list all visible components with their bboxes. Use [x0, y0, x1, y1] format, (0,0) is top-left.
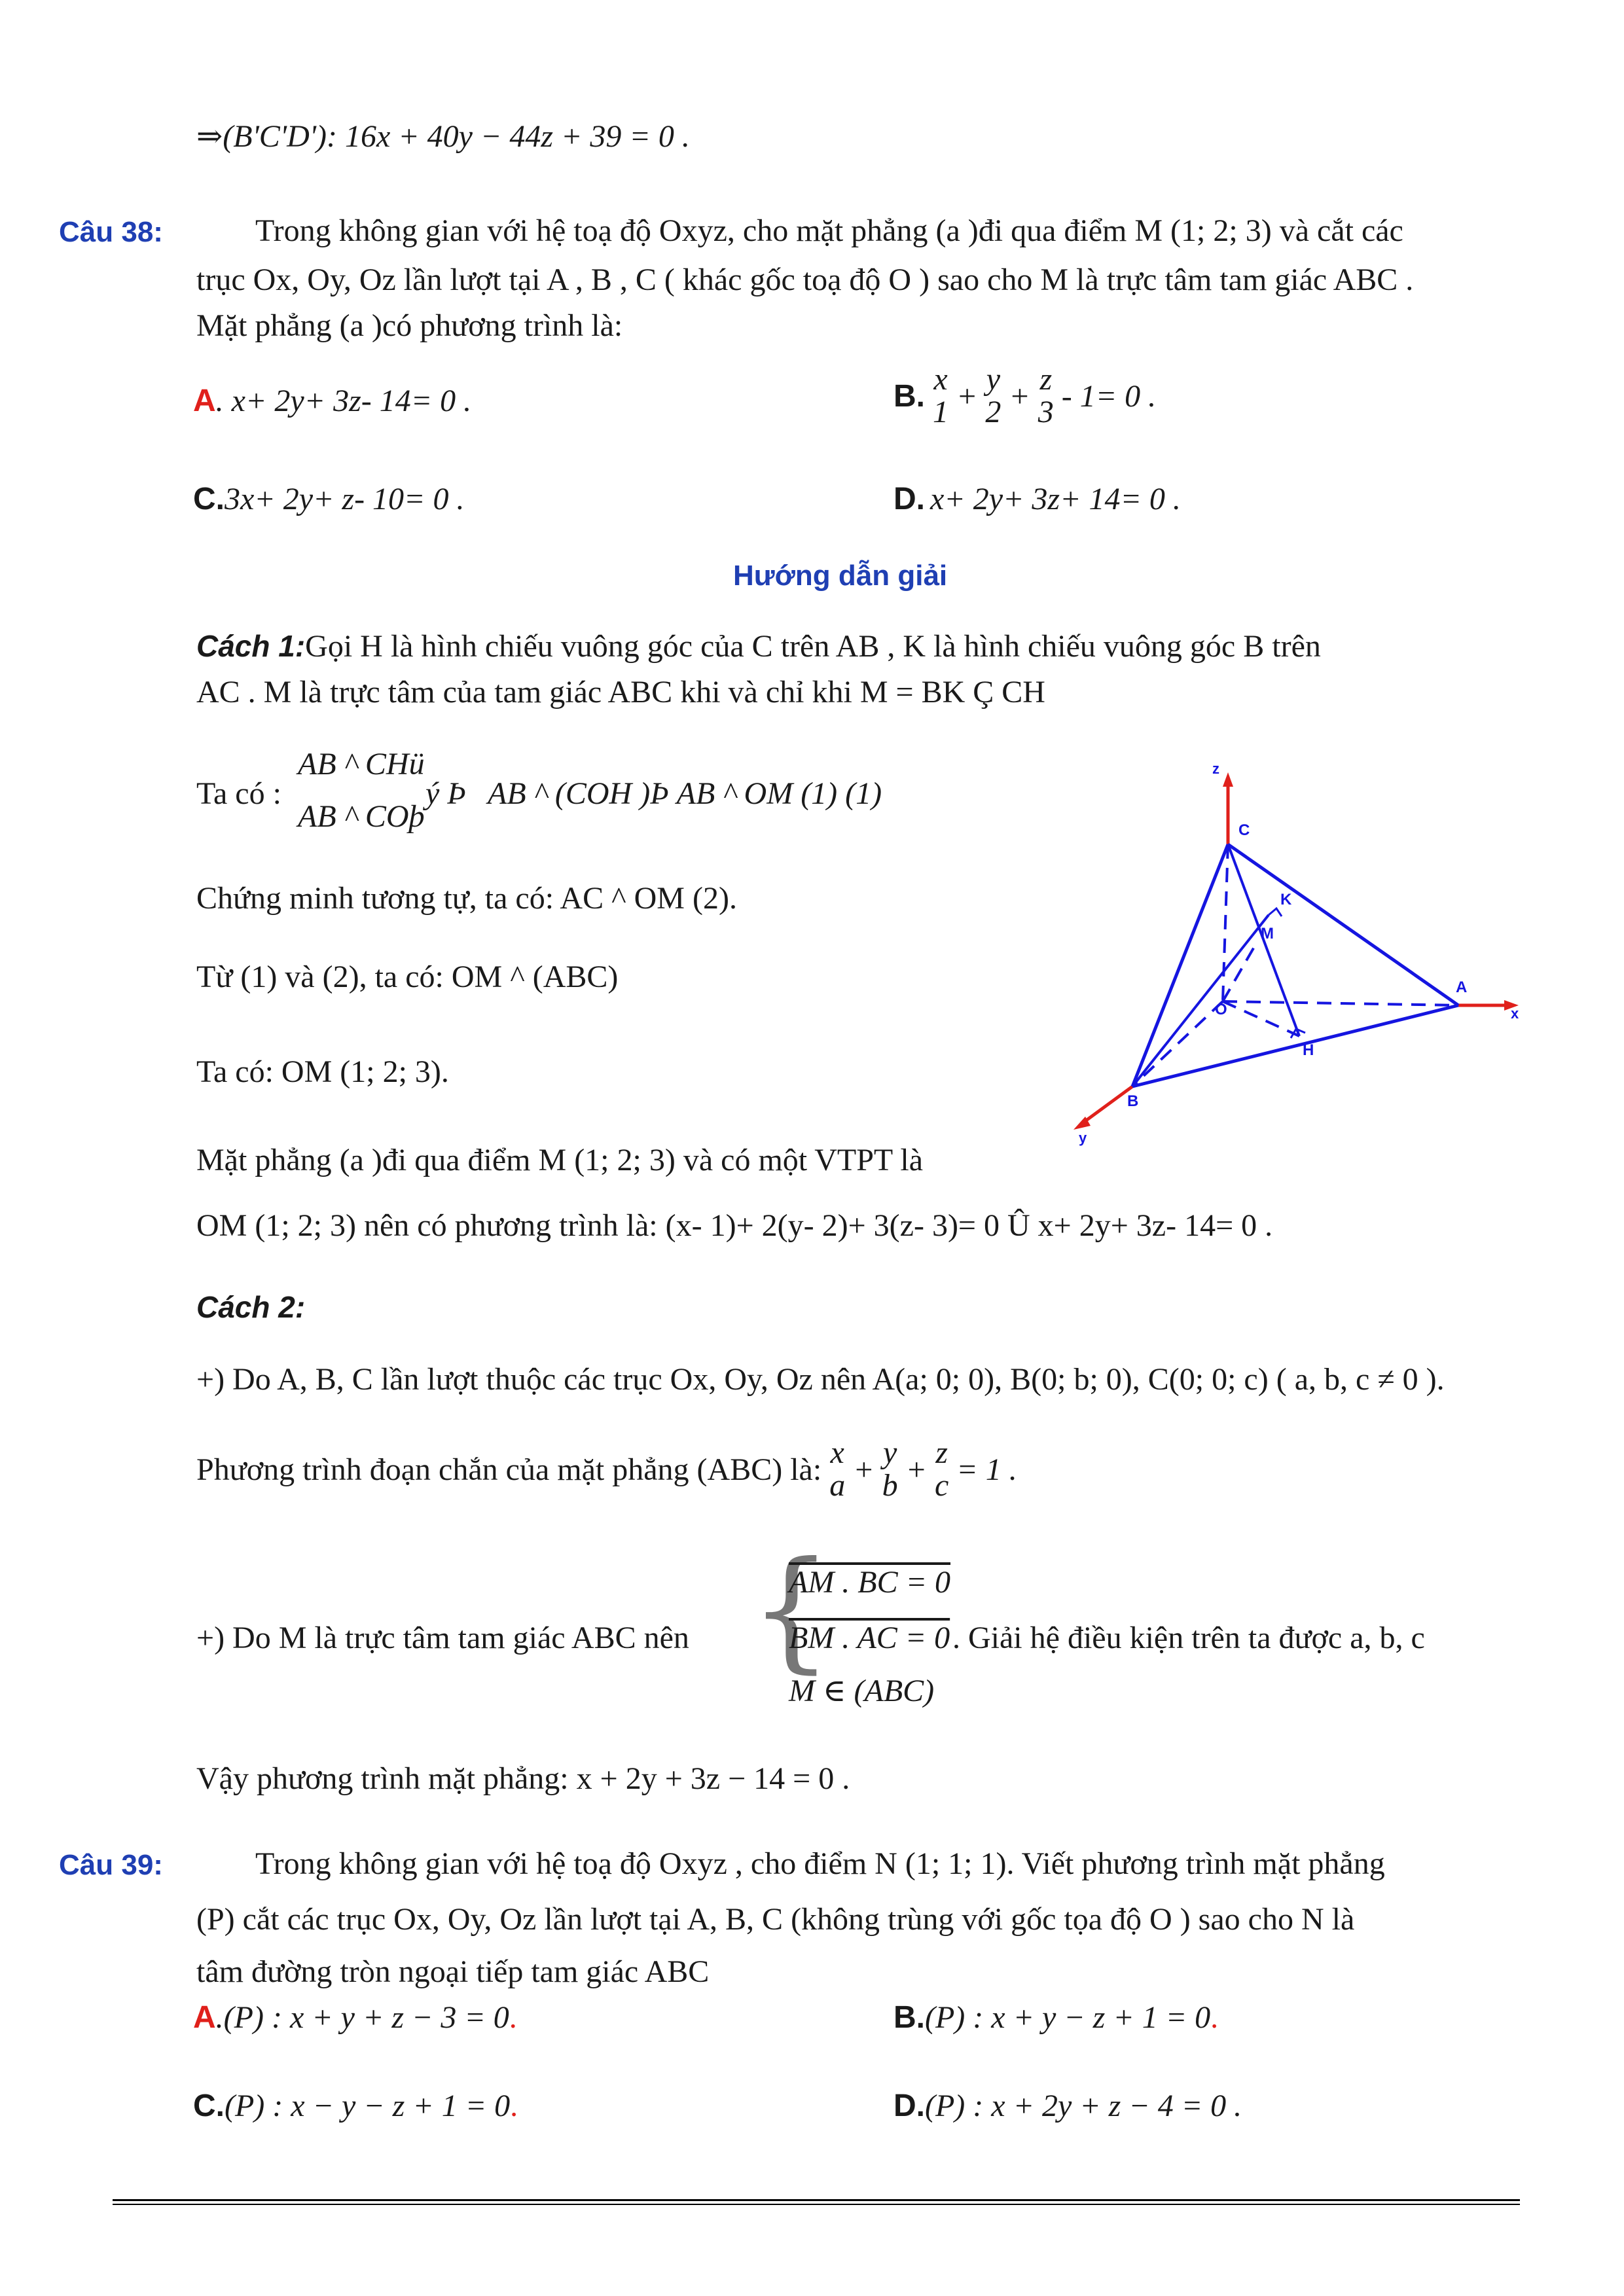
line-tu-1-2: Từ (1) và (2), ta có: OM ^ (ABC) — [196, 960, 619, 994]
q38-option-c[interactable] — [193, 481, 464, 517]
intercept-eq-tail: = 1 . — [956, 1452, 1017, 1487]
label-o: O — [1215, 1001, 1227, 1018]
cach2-label: Cách 2: — [196, 1290, 306, 1324]
q39-label: Câu 39: — [59, 1849, 163, 1881]
q38-option-b-tail: - 1= 0 . — [1061, 378, 1157, 414]
cach2-final: Vậy phương trình mặt phẳng: x + 2y + 3z − 14 = 0 . — [196, 1761, 850, 1796]
system1-row2: AB ^ COþ — [298, 799, 425, 834]
line-mp-1: Mặt phẳng (a )đi qua điểm M (1; 2; 3) và có một VTPT là — [196, 1143, 924, 1177]
tetrahedron-figure — [1060, 759, 1532, 1152]
q38-option-d[interactable] — [893, 481, 1181, 517]
q39-stem-line2: (P) cắt các trục Ox, Oy, Oz lần lượt tại A, B, C (không trùng với gốc tọa độ O ) sao cho N là — [196, 1902, 1355, 1937]
right-angle-k — [1269, 908, 1282, 916]
cach1-line1 — [196, 628, 1321, 664]
q39-option-d[interactable] — [893, 2088, 1242, 2124]
q39-option-a-dot: . — [509, 2000, 517, 2035]
footer-rule — [113, 2199, 1520, 2201]
cach2-line3: +) Do M là trực tâm tam giác ABC nên — [196, 1621, 689, 1655]
q39-option-a-letter: A — [193, 2000, 216, 2035]
label-k: K — [1280, 891, 1292, 908]
q39-option-b-letter: B. — [893, 2000, 925, 2035]
q39-option-a-text: .(P) : x + y + z − 3 = 0 — [215, 2000, 509, 2035]
q38-option-b-letter: B. — [893, 378, 925, 414]
system1-row1: AB ^ CHü — [298, 747, 425, 781]
q38-label: Câu 38: — [59, 216, 163, 248]
q38-option-b[interactable]: B. x 1 + y 2 + z 3 - 1= 0 . — [893, 362, 1157, 430]
y-axis — [1083, 1086, 1132, 1122]
q38-stem-line1: Trong không gian với hệ toạ độ Oxyz, cho mặt phẳng (a )đi qua điểm M (1; 2; 3) và cắt các — [255, 213, 1403, 248]
q38-option-b-frac-y: y 2 — [985, 362, 1001, 430]
q38-stem-line3: Mặt phẳng (a )có phương trình là: — [196, 308, 623, 343]
line-taco-om: Ta có: OM (1; 2; 3). — [196, 1054, 449, 1089]
q38-stem-line2: trục Ox, Oy, Oz lần lượt tại A , B , C ( khác gốc toạ độ O ) sao cho M là trực tâm tam giác ABC . — [196, 262, 1414, 297]
q38-option-c-text: 3x+ 2y+ z- 10= 0 . — [225, 482, 465, 516]
label-x: x — [1511, 1005, 1519, 1022]
q38-option-d-letter: D. — [893, 482, 925, 516]
label-a: A — [1456, 978, 1468, 996]
q39-option-a[interactable] — [193, 2000, 517, 2036]
edge-ba — [1132, 1005, 1458, 1086]
q38-option-a-letter: A — [193, 384, 216, 418]
cach1-label: Cách 1: — [196, 629, 306, 663]
footer-rule-thin — [113, 2204, 1520, 2205]
label-y: y — [1079, 1130, 1087, 1146]
q38-option-b-frac-z: z 3 — [1038, 362, 1054, 430]
intercept-frac-y: y b — [882, 1435, 898, 1503]
cach1-text1: Gọi H là hình chiếu vuông góc của C trên AB , K là hình chiếu vuông góc B trên — [305, 629, 1321, 664]
q39-option-c[interactable] — [193, 2088, 518, 2124]
intercept-frac-x: x a — [829, 1435, 846, 1503]
q38-option-c-letter: C. — [193, 482, 225, 516]
edge-oa — [1223, 1001, 1458, 1005]
solution-heading: Hướng dẫn giải — [733, 560, 948, 592]
system2-row1: AM . BC = 0 — [789, 1565, 951, 1600]
line-mp-2: OM (1; 2; 3) nên có phương trình là: (x- 1)+ 2(y- 2)+ 3(z- 3)= 0 Û x+ 2y+ 3z- 14= 0 . — [196, 1208, 1273, 1243]
z-axis-arrow — [1223, 772, 1233, 787]
q38-option-a[interactable] — [193, 383, 471, 419]
label-b: B — [1127, 1092, 1139, 1110]
cach2-line3-tail: . Giải hệ điều kiện trên ta được a, b, c — [952, 1621, 1425, 1655]
q39-option-d-text: (P) : x + 2y + z − 4 = 0 . — [925, 2089, 1242, 2123]
intercept-frac-z: z c — [934, 1435, 949, 1503]
system2-row2: BM . AC = 0 — [789, 1621, 950, 1655]
q39-option-b-dot: . — [1210, 2000, 1219, 2035]
edge-co — [1223, 844, 1228, 1001]
cach2-line2: Phương trình đoạn chắn của mặt phẳng (ABC) là: x a + y b + z c = 1 . — [196, 1435, 1017, 1503]
q39-stem-line1: Trong không gian với hệ toạ độ Oxyz , cho điểm N (1; 1; 1). Viết phương trình mặt phẳng — [255, 1846, 1385, 1881]
ta-co-label: Ta có : — [196, 776, 281, 811]
q39-option-c-letter: C. — [193, 2089, 225, 2123]
q39-option-c-dot: . — [510, 2089, 518, 2123]
label-h: H — [1303, 1041, 1314, 1059]
q38-option-b-frac-x: x 1 — [933, 362, 948, 430]
q38-option-a-text: . x+ 2y+ 3z- 14= 0 . — [215, 384, 472, 418]
system1-implies: ý Þ — [425, 776, 467, 811]
edge-cb — [1132, 844, 1228, 1086]
label-z: z — [1212, 761, 1219, 777]
q39-option-c-text: (P) : x − y − z + 1 = 0 — [225, 2089, 511, 2123]
q39-option-d-letter: D. — [893, 2089, 925, 2123]
q39-stem-line3: tâm đường tròn ngoại tiếp tam giác ABC — [196, 1954, 710, 1989]
q39-option-b[interactable] — [893, 2000, 1218, 2036]
label-c: C — [1238, 821, 1250, 839]
q39-option-b-text: (P) : x + y − z + 1 = 0 — [925, 2000, 1211, 2035]
cach2-line2-text: Phương trình đoạn chắn của mặt phẳng (ABC) là: — [196, 1452, 822, 1487]
top-equation: ⇒(B'C'D'): 16x + 40y − 44z + 39 = 0 . — [196, 119, 690, 154]
cach2-line1: +) Do A, B, C lần lượt thuộc các trục Ox, Oy, Oz nên A(a; 0; 0), B(0; b; 0), C(0; 0; c) ( a, b, c ≠ 0 ). — [196, 1362, 1445, 1397]
cach1-line2: AC . M là trực tâm của tam giác ABC khi và chỉ khi M = BK Ç CH — [196, 675, 1045, 709]
line-chung-minh: Chứng minh tương tự, ta có: AC ^ OM (2). — [196, 881, 737, 916]
q38-option-d-text: x+ 2y+ 3z+ 14= 0 . — [930, 482, 1181, 516]
system2-row3: M ∈ (ABC) — [789, 1674, 935, 1708]
system2-brace: { — [749, 1534, 833, 1686]
system1-result: AB ^ (COH )Þ AB ^ OM (1) (1) — [488, 776, 882, 811]
label-m: M — [1261, 925, 1274, 942]
